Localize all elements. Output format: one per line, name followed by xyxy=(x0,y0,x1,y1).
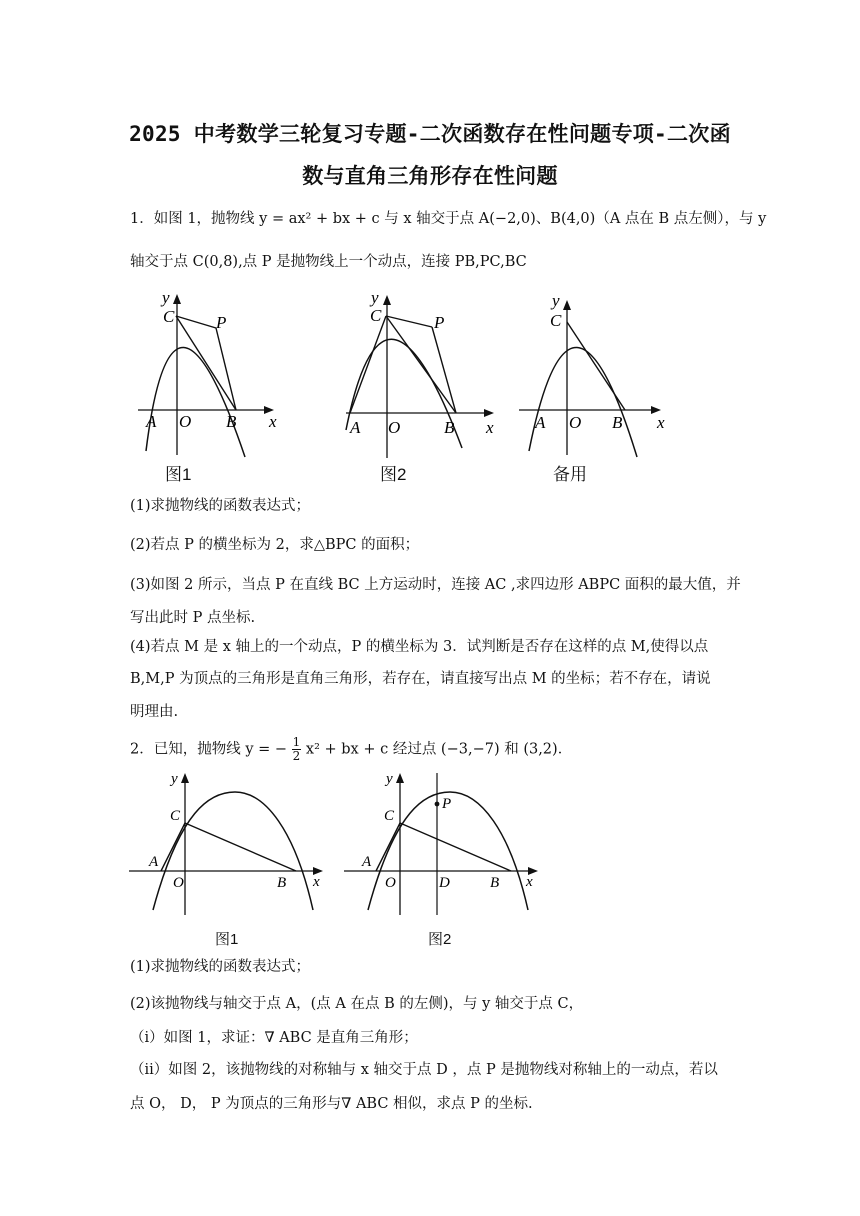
fig1-3-label-B: B xyxy=(612,413,623,432)
problem2-qi: （ⅰ）如图 1，求证：∇ ABC 是直角三角形； xyxy=(130,1030,418,1046)
fig2-1-label-x: x xyxy=(313,874,320,890)
problem2-stem-pre: 2．已知，抛物线 y = − xyxy=(130,741,288,758)
problem1-q1: (1)求抛物线的函数表达式； xyxy=(130,498,311,514)
figure-1-2-caption: 图2 xyxy=(380,465,407,484)
fraction-denominator: 2 xyxy=(292,749,301,763)
figure-2-2-caption: 图2 xyxy=(428,931,452,948)
fig1-2-label-y: y xyxy=(371,288,379,307)
fig2-2-label-A: A xyxy=(362,854,372,870)
fig2-1-label-C: C xyxy=(170,808,181,824)
fig1-3-label-y: y xyxy=(552,291,560,310)
fig1-1-label-A: A xyxy=(146,412,157,431)
problem1-stem-b: 轴交于点 C(0,8),点 P 是抛物线上一个动点，连接 PB,PC,BC xyxy=(130,254,527,270)
fig1-2-label-B: B xyxy=(444,418,455,437)
fig1-3-label-A: A xyxy=(535,413,546,432)
fig1-2-label-P: P xyxy=(434,313,445,332)
fig2-1-label-y: y xyxy=(171,771,178,787)
problem1-stem-a: 1．如图 1，抛物线 y = ax² + bx + c 与 x 轴交于点 A(−2,0)、B(4,0)（A 点在 B 点左侧），与 y xyxy=(130,211,767,227)
fig2-2-label-B: B xyxy=(490,875,500,891)
figure-2-2 xyxy=(340,770,550,920)
problem2-stem xyxy=(130,736,732,763)
figure-2-1 xyxy=(125,770,335,920)
fig1-1-label-x: x xyxy=(269,412,277,431)
fig2-2-label-C: C xyxy=(384,808,395,824)
fig1-2-label-A: A xyxy=(350,418,361,437)
fig2-2-label-O: O xyxy=(385,875,396,891)
problem2-fraction xyxy=(292,736,302,763)
figure-2-1-caption: 图1 xyxy=(215,931,239,948)
problem1-q2: (2)若点 P 的横坐标为 2，求△BPC 的面积； xyxy=(130,537,420,553)
title-line-2: 数与直角三角形存在性问题 xyxy=(302,164,558,188)
fig1-1-label-C: C xyxy=(163,307,175,326)
problem2-qii-a: （ⅱ）如图 2，该抛物线的对称轴与 x 轴交于点 D ，点 P 是抛物线对称轴上的一动点，若以 xyxy=(130,1062,718,1078)
problem2-qii-b: 点 O， D， P 为顶点的三角形与∇ ABC 相似，求点 P 的坐标. xyxy=(130,1096,533,1112)
fig2-1-label-B: B xyxy=(277,875,287,891)
problem2-stem-post: x² + bx + c 经过点 (−3,−7) 和 (3,2)． xyxy=(305,741,573,758)
problem1-q4b: B,M,P 为顶点的三角形是直角三角形，若存在，请直接写出点 M 的坐标；若不存在，请说 xyxy=(130,671,711,687)
fig1-3-label-x: x xyxy=(657,413,665,432)
fig2-2-label-D: D xyxy=(439,875,450,891)
figure-1-3 xyxy=(515,285,675,460)
fig2-1-label-O: O xyxy=(173,875,184,891)
fig1-1-label-O: O xyxy=(179,412,192,431)
problem2-q1: (1)求抛物线的函数表达式； xyxy=(130,959,311,975)
fig2-2-label-x: x xyxy=(526,874,533,890)
problem1-q4a: (4)若点 M 是 x 轴上的一个动点，P 的横坐标为 3．试判断是否存在这样的点 M,使得以点 xyxy=(130,639,709,655)
figure-1-3-caption: 备用 xyxy=(553,465,587,484)
fig2-2-label-P: P xyxy=(442,796,452,812)
title-line-1: 2025 中考数学三轮复习专题-二次函数存在性问题专项-二次函 xyxy=(129,122,731,146)
figure-1-1 xyxy=(130,285,290,460)
fig1-3-label-O: O xyxy=(569,413,582,432)
problem1-q4c: 明理由. xyxy=(130,704,179,720)
figure-1-1-caption: 图1 xyxy=(165,465,192,484)
fig1-3-label-C: C xyxy=(550,311,562,330)
problem2-q2: (2)该抛物线与轴交于点 A，(点 A 在点 B 的左侧)，与 y 轴交于点 C， xyxy=(130,996,584,1012)
fraction-numerator: 1 xyxy=(292,735,301,749)
fig1-2-label-C: C xyxy=(370,306,382,325)
problem1-q3a: (3)如图 2 所示，当点 P 在直线 BC 上方运动时，连接 AC ,求四边形 ABPC 面积的最大值，并 xyxy=(130,577,741,593)
figure-1-2 xyxy=(340,280,505,460)
fig1-1-label-P: P xyxy=(216,313,227,332)
fig1-1-label-y: y xyxy=(162,288,170,307)
fig1-1-label-B: B xyxy=(226,412,237,431)
fig2-1-label-A: A xyxy=(149,854,159,870)
fig2-2-label-y: y xyxy=(386,771,393,787)
fig1-2-label-x: x xyxy=(486,418,494,437)
problem1-q3b: 写出此时 P 点坐标. xyxy=(130,610,256,626)
fig1-2-label-O: O xyxy=(388,418,401,437)
